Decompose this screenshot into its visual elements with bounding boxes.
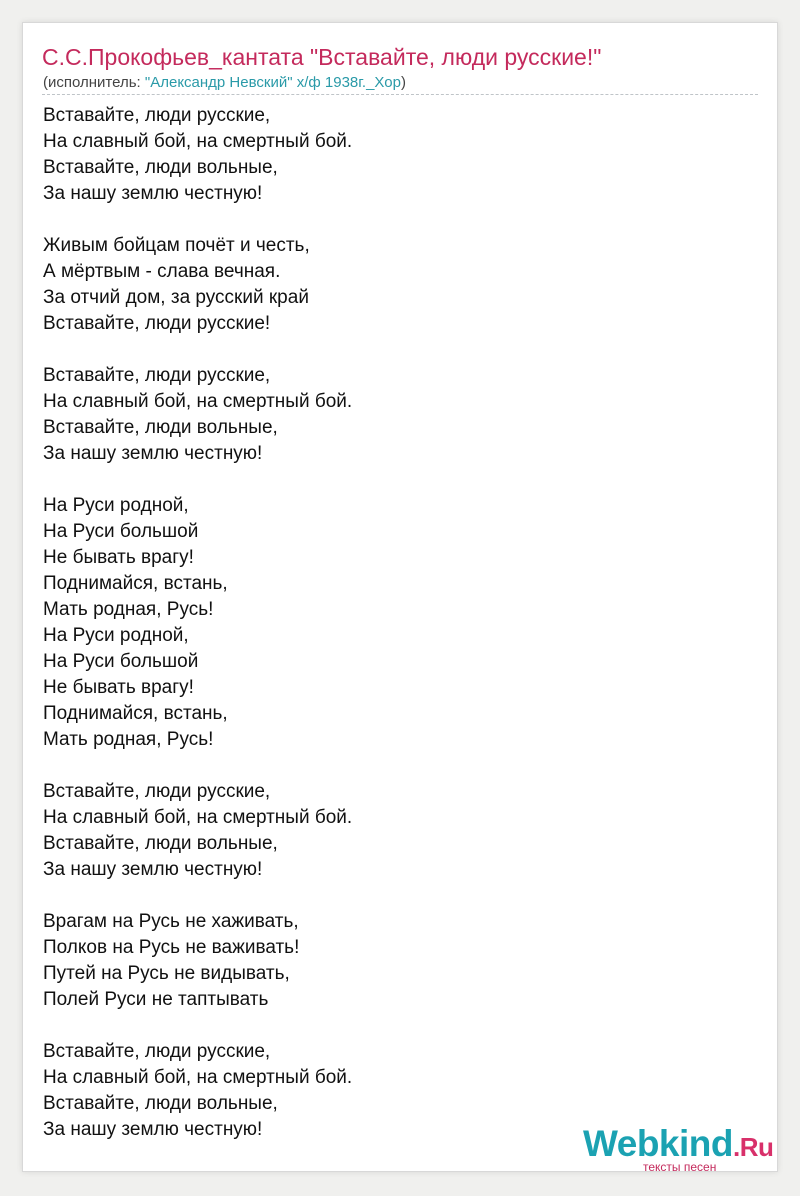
header-divider xyxy=(42,94,758,95)
lyrics-line: На славный бой, на смертный бой. xyxy=(43,1067,353,1088)
lyrics-body xyxy=(43,103,743,1169)
lyrics-stanza xyxy=(43,363,743,467)
lyrics-line: А мёртвым - слава вечная. xyxy=(43,261,281,282)
lyrics-line: Вставайте, люди вольные, xyxy=(43,157,278,178)
lyrics-line: Вставайте, люди русские, xyxy=(43,365,271,386)
lyrics-stanza xyxy=(43,909,743,1013)
lyrics-line: Вставайте, люди русские, xyxy=(43,1041,271,1062)
open-paren: ( xyxy=(43,74,48,91)
lyrics-line: Мать родная, Русь! xyxy=(43,599,214,620)
logo-main-text: Webkind xyxy=(583,1123,733,1164)
lyrics-line: Вставайте, люди вольные, xyxy=(43,417,278,438)
lyrics-line: За отчий дом, за русский край xyxy=(43,287,309,308)
performer-label: исполнитель: xyxy=(48,74,145,91)
lyrics-line: На славный бой, на смертный бой. xyxy=(43,131,353,152)
lyrics-line: На Руси родной, xyxy=(43,495,189,516)
lyrics-line: За нашу землю честную! xyxy=(43,859,263,880)
lyrics-line: Поднимайся, встань, xyxy=(43,703,228,724)
lyrics-line: За нашу землю честную! xyxy=(43,1119,263,1140)
site-logo[interactable] xyxy=(583,1124,783,1174)
lyrics-line: Не бывать врагу! xyxy=(43,677,194,698)
lyrics-stanza xyxy=(43,493,743,753)
performer-line xyxy=(43,73,406,93)
logo-suffix: .Ru xyxy=(733,1132,774,1162)
lyrics-line: Живым бойцам почёт и честь, xyxy=(43,235,310,256)
lyrics-line: На Руси родной, xyxy=(43,625,189,646)
lyrics-line: Вставайте, люди русские, xyxy=(43,105,271,126)
lyrics-line: Полков на Русь не важивать! xyxy=(43,937,300,958)
lyrics-stanza xyxy=(43,233,743,337)
lyrics-line: На славный бой, на смертный бой. xyxy=(43,391,353,412)
song-title: С.С.Прокофьев_кантата "Вставайте, люди русские!" xyxy=(42,44,602,70)
lyrics-line: На Руси большой xyxy=(43,651,199,672)
lyrics-line: На Руси большой xyxy=(43,521,199,542)
lyrics-stanza xyxy=(43,779,743,883)
lyrics-line: Не бывать врагу! xyxy=(43,547,194,568)
lyrics-line: Вставайте, люди русские! xyxy=(43,313,271,334)
lyrics-line: Полей Руси не таптывать xyxy=(43,989,269,1010)
lyrics-line: Путей на Русь не видывать, xyxy=(43,963,290,984)
lyrics-line: За нашу землю честную! xyxy=(43,183,263,204)
lyrics-line: На славный бой, на смертный бой. xyxy=(43,807,353,828)
lyrics-line: Мать родная, Русь! xyxy=(43,729,214,750)
performer-link[interactable]: "Александр Невский" х/ф 1938г._Хор xyxy=(144,74,401,91)
lyrics-line: Вставайте, люди вольные, xyxy=(43,1093,278,1114)
lyrics-line: Поднимайся, встань, xyxy=(43,573,228,594)
close-paren: ) xyxy=(400,74,406,91)
logo-tagline: тексты песен xyxy=(643,1160,717,1174)
lyrics-line: Вставайте, люди вольные, xyxy=(43,833,278,854)
lyrics-line: Вставайте, люди русские, xyxy=(43,781,271,802)
lyrics-line: За нашу землю честную! xyxy=(43,443,263,464)
lyrics-stanza xyxy=(43,103,743,207)
lyrics-line: Врагам на Русь не хаживать, xyxy=(43,911,299,932)
